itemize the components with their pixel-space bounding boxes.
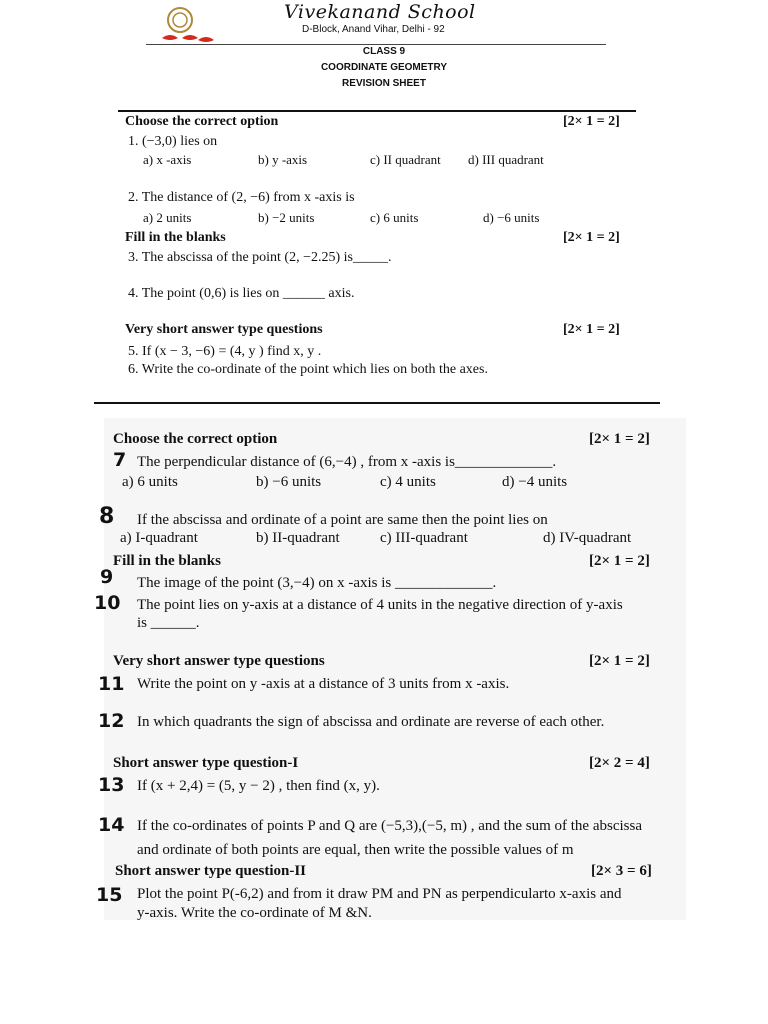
header-divider (146, 44, 606, 45)
option-a: a) x -axis (143, 152, 192, 167)
class-label: CLASS 9 (362, 46, 406, 57)
section-heading-vsa: Very short answer type questions (113, 653, 325, 669)
option-a: a) 2 units (143, 210, 192, 225)
question-8: If the abscissa and ordinate of a point are same then the point lies on (137, 512, 548, 528)
option-a: a) 6 units (122, 474, 178, 490)
option-d: d) −4 units (502, 474, 568, 490)
section-heading-mcq: Choose the correct option (125, 114, 279, 129)
school-name: Vivekanand School (284, 1, 476, 23)
option-a: a) I-quadrant (120, 530, 198, 546)
handwritten-number: 8 (99, 504, 115, 529)
school-logo (160, 4, 216, 46)
question-4: 4. The point (0,6) is lies on ______ axis. (128, 286, 355, 301)
section-marks: [2× 3 = 6] (591, 863, 652, 879)
question-2: 2. The distance of (2, −6) from x -axis is (128, 190, 355, 205)
question-10-line-2: is ______. (137, 615, 200, 631)
option-c: c) II quadrant (370, 152, 441, 167)
section-marks: [2× 1 = 2] (589, 431, 650, 447)
handwritten-number: 13 (98, 774, 125, 796)
option-d: d) IV-quadrant (543, 530, 632, 546)
question-6: 6. Write the co-ordinate of the point which lies on both the axes. (128, 362, 488, 377)
handwritten-number: 14 (98, 814, 125, 836)
question-14-line-1: If the co-ordinates of points P and Q are (−5,3),(−5, m) , and the sum of the abscissa (137, 818, 642, 834)
option-b: b) −6 units (256, 474, 322, 490)
handwritten-number: 11 (98, 673, 125, 695)
handwritten-number: 15 (96, 884, 123, 906)
handwritten-number: 10 (94, 592, 121, 614)
question-7: The perpendicular distance of (6,−4) , from x -axis is_____________. (137, 454, 557, 470)
section-heading-mcq: Choose the correct option (113, 431, 278, 447)
section-marks: [2× 1 = 2] (563, 230, 620, 245)
subject-title: COORDINATE GEOMETRY (320, 62, 448, 73)
handwritten-number: 9 (100, 566, 114, 588)
handwritten-number: 12 (98, 710, 125, 732)
section-marks: [2× 2 = 4] (589, 755, 650, 771)
question-10-line-1: The point lies on y-axis at a distance of 4 units in the negative direction of y-axis (137, 597, 623, 613)
question-15-line-1: Plot the point P(-6,2) and from it draw PM and PN as perpendicularto x-axis and (137, 886, 622, 902)
section-marks: [2× 1 = 2] (563, 114, 620, 129)
sheet-type: REVISION SHEET (342, 78, 426, 89)
option-c: c) 4 units (380, 474, 436, 490)
question-3: 3. The abscissa of the point (2, −2.25) is_____. (128, 250, 392, 265)
section-heading-sa2: Short answer type question-II (115, 863, 306, 879)
section-heading-sa1: Short answer type question-I (113, 755, 299, 771)
question-1: 1. (−3,0) lies on (128, 134, 218, 149)
option-c: c) 6 units (370, 210, 419, 225)
section-heading-blanks: Fill in the blanks (113, 553, 221, 569)
section-marks: [2× 1 = 2] (589, 553, 650, 569)
section-divider-top (118, 110, 636, 112)
section-heading-blanks: Fill in the blanks (125, 230, 226, 245)
option-d: d) III quadrant (468, 152, 544, 167)
section-heading-vsa: Very short answer type questions (125, 322, 323, 337)
option-b: b) −2 units (258, 210, 315, 225)
option-b: b) II-quadrant (256, 530, 340, 546)
question-14-line-2: and ordinate of both points are equal, then write the possible values of m (137, 842, 574, 858)
question-5: 5. If (x − 3, −6) = (4, y ) find x, y . (128, 344, 322, 359)
option-b: b) y -axis (258, 152, 308, 167)
question-12: In which quadrants the sign of abscissa and ordinate are reverse of each other. (137, 714, 605, 730)
question-11: Write the point on y -axis at a distance of 3 units from x -axis. (137, 676, 510, 692)
option-d: d) −6 units (483, 210, 540, 225)
section-marks: [2× 1 = 2] (563, 322, 620, 337)
question-9: The image of the point (3,−4) on x -axis is _____________. (137, 575, 497, 591)
question-15-line-2: y-axis. Write the co-ordinate of M &N. (137, 905, 372, 921)
handwritten-number: 7 (113, 449, 127, 471)
section-divider-middle (94, 402, 660, 404)
section-marks: [2× 1 = 2] (589, 653, 650, 669)
question-13: If (x + 2,4) = (5, y − 2) , then find (x, y). (137, 778, 380, 794)
school-address: D-Block, Anand Vihar, Delhi - 92 (302, 24, 445, 35)
option-c: c) III-quadrant (380, 530, 468, 546)
